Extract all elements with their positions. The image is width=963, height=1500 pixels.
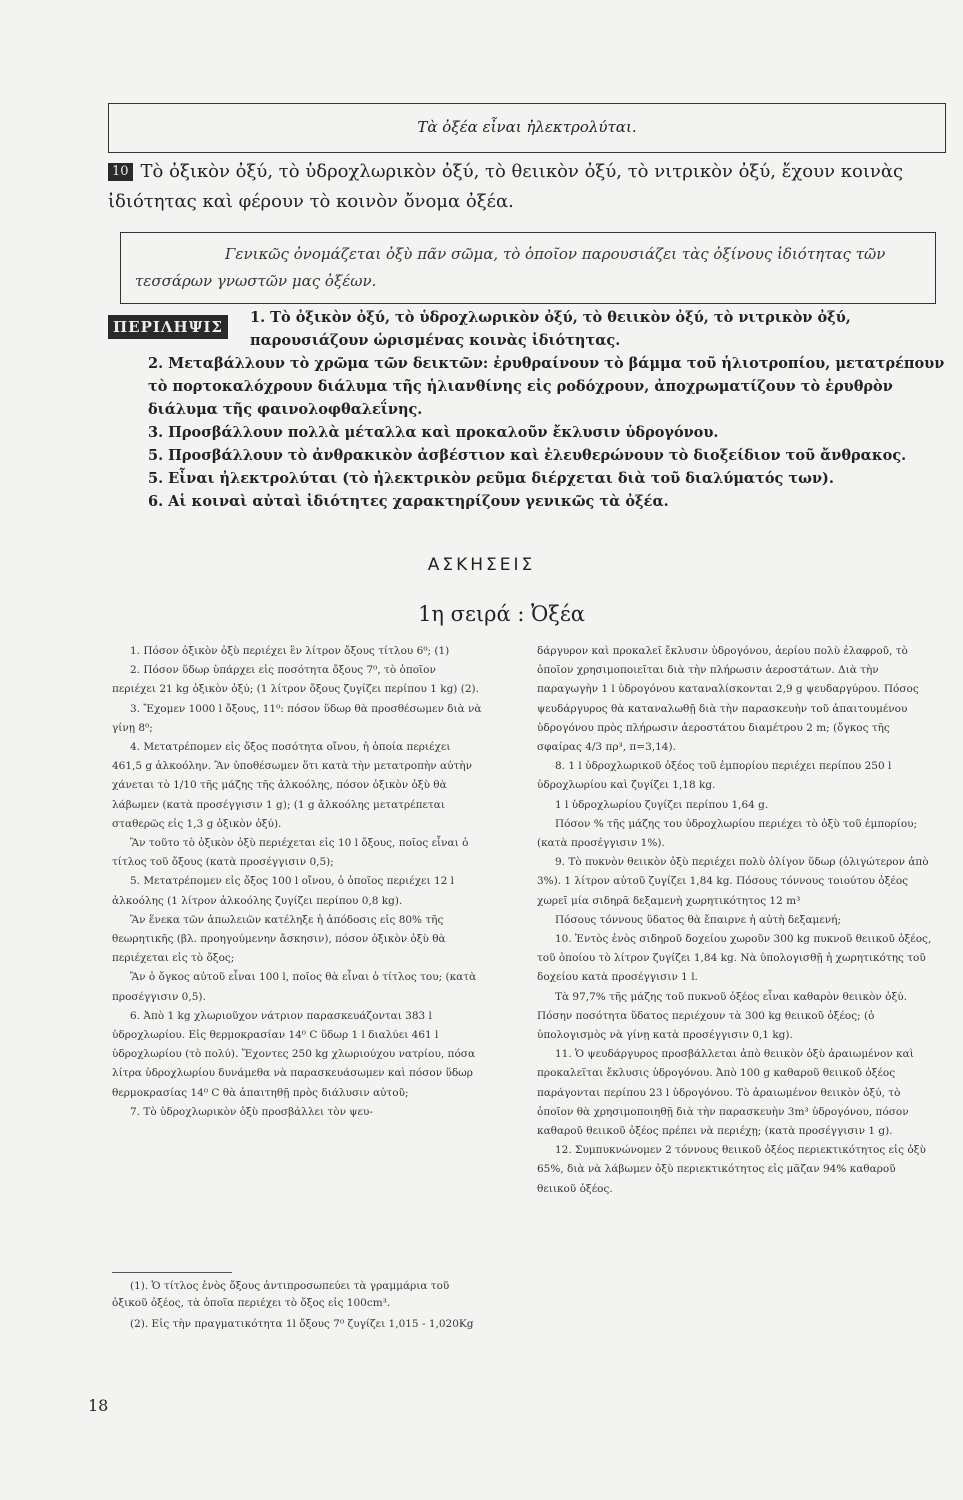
intro-box xyxy=(108,103,946,153)
page-number: 18 xyxy=(88,1396,109,1415)
right-column xyxy=(537,642,932,1199)
exercise-paragraph: 8. 1 l ὑδροχλωρικοῦ ὀξέος τοῦ ἐμπορίου περιέχει περίπου 250 l ὑδροχλωρίου καὶ ζυγίζει 1,18 kg. xyxy=(537,760,892,792)
summary xyxy=(108,306,948,513)
exercise-paragraph: Τὰ 97,7% τῆς μάζης τοῦ πυκνοῦ ὀξέος εἶναι καθαρὸν θειικὸν ὀξύ. Πόσην ποσότητα ὕδατος περιέχουν τὰ 300 kg θειικοῦ ὀξέος; (ὁ ὑπολογισμὸς νὰ γίνῃ κατὰ προσέγγισιν 0,1 kg). xyxy=(537,990,907,1042)
definition-text: Γενικῶς ὀνομάζεται ὀξὺ πᾶν σῶμα, τὸ ὁποῖον παρουσιάζει τὰς ὀξίνους ἰδιότητας τῶν τεσσάρων γνωστῶν μας ὀξέων. xyxy=(135,245,886,290)
summary-item: 3. Προσβάλλουν πολλὰ μέταλλα καὶ προκαλοῦν ἔκλυσιν ὑδρογόνου. xyxy=(148,424,719,441)
exercise-paragraph: 12. Συμπυκνώνομεν 2 τόννους θειικοῦ ὀξέος περιεκτικότητος εἰς ὀξὺ 65%, διὰ νὰ λάβωμεν ὀξὺ περιεκτικότητος εἰς μᾶζαν 94% καθαροῦ θειικοῦ ὀξέος. xyxy=(537,1144,926,1195)
paragraph-number: 10 xyxy=(108,163,133,181)
left-column xyxy=(112,642,482,1122)
summary-label: ΠΕΡΙΛΗΨΙΣ xyxy=(108,315,228,339)
summary-item: 5. Εἶναι ἠλεκτρολύται (τὸ ἠλεκτρικὸν ρεῦμα διέρχεται διὰ τοῦ διαλύματός των). xyxy=(148,470,834,487)
exercise-paragraph: Πόσους τόννους ὕδατος θὰ ἔπαιρνε ἡ αὐτὴ δεξαμενή; xyxy=(555,913,842,926)
paragraph-10 xyxy=(108,157,953,217)
exercise-paragraph: 4. Μετατρέπομεν εἰς ὄξος ποσότητα οἴνου, ἡ ὁποία περιέχει 461,5 g ἀλκοόλην. Ἂν ὑποθέσωμεν ὅτι κατὰ τὴν μετατροπὴν αὐτὴν χάνεται τὸ 1/10 τῆς μάζης τῆς ἀλκοόλης, πόσον ὀξικὸν ὀξὺ θὰ λάβωμεν (κατὰ προσέγγισιν 1 g); (1 g ἀλκοόλης μετατρέπεται σταθερῶς εἰς 1,3 g ὀξικὸν ὀξύ). xyxy=(112,741,472,830)
exercise-paragraph: 5. Μετατρέπομεν εἰς ὄξος 100 l οἴνου, ὁ ὁποῖος περιέχει 12 l ἀλκοόλης (1 λίτρον ἀλκοόλης ζυγίζει περίπου 0,8 kg). xyxy=(112,875,455,907)
paragraph-text: Τὸ ὀξικὸν ὀξύ, τὸ ὑδροχλωρικὸν ὀξύ, τὸ θειικὸν ὀξύ, τὸ νιτρικὸν ὀξύ, ἔχουν κοινὰς ἰδιότητας καὶ φέρουν τὸ κοινὸν ὄνομα ὀξέα. xyxy=(108,161,904,212)
footnotes xyxy=(112,1278,482,1337)
exercise-paragraph: 11. Ὁ ψευδάργυρος προσβάλλεται ἀπὸ θειικὸν ὀξὺ ἀραιωμένον καὶ προκαλεῖται ἔκλυσις ὑδρογόνου. Ἀπὸ 100 g καθαροῦ θειικοῦ ὀξέος παράγονται περίπου 23 l ὑδρογόνου. Τὸ ἀραιωμένον θειικὸν ὀξύ, τὸ ὁποῖον θὰ χρησιμοποιηθῇ διὰ τὴν παρασκευὴν 3m³ ὑδρογόνου, πόσον καθαροῦ θειικοῦ ὀξέος πρέπει νὰ περιέχῃ; (κατὰ προσέγγισιν 1 g). xyxy=(537,1048,914,1138)
footnote-rule xyxy=(112,1272,232,1273)
definition-box xyxy=(120,232,936,304)
exercise-paragraph: 1 l ὑδροχλωρίου ζυγίζει περίπου 1,64 g. xyxy=(555,798,769,811)
exercise-paragraph: 2. Πόσον ὕδωρ ὑπάρχει εἰς ποσότητα ὄξους 7⁰, τὸ ὁποῖον περιέχει 21 kg ὀξικὸν ὀξύ; (1 λίτρον ὄξους ζυγίζει περίπου 1 kg) (2). xyxy=(112,664,479,696)
exercise-paragraph: Ἂν ὁ ὄγκος αὐτοῦ εἶναι 100 l, ποῖος θὰ εἶναι ὁ τίτλος του; (κατὰ προσέγγισιν 0,5). xyxy=(112,971,477,1003)
exercise-paragraph: δάργυρον καὶ προκαλεῖ ἔκλυσιν ὑδρογόνου, ἀερίου πολὺ ἐλαφροῦ, τὸ ὁποῖον χρησιμοποιεῖται διὰ τὴν πλήρωσιν ἀεροστάτων. Διὰ τὴν παραγωγὴν 1 l ὑδρογόνου καταναλίσκονται 2,9 g ψευδαργύρου. Πόσος ψευδάργυρος θὰ καταναλωθῇ διὰ τὴν παρασκευὴν τοῦ ἀπαιτουμένου ὑδρογόνου πρὸς πλήρωσιν ἀεροστάτου διαμέτρου 2 m; (ὄγκος τῆς σφαίρας 4/3 πρ³, π=3,14). xyxy=(537,645,919,754)
exercise-paragraph: 7. Τὸ ὑδροχλωρικὸν ὀξὺ προσβάλλει τὸν ψευ- xyxy=(130,1105,373,1118)
exercise-paragraph: Ἂν ἕνεκα τῶν ἀπωλειῶν κατέληξε ἡ ἀπόδοσις εἰς 80% τῆς θεωρητικῆς (βλ. προηγούμενην ἄσκησιν), πόσον ὀξικὸν ὀξὺ θὰ περιέχεται εἰς τὸ ὄξος; xyxy=(112,913,446,965)
summary-item: 2. Μεταβάλλουν τὸ χρῶμα τῶν δεικτῶν: ἐρυθραίνουν τὸ βάμμα τοῦ ἡλιοτροπίου, μετατρέπουν τὸ πορτοκαλόχρουν διάλυμα τῆς ἡλιανθίνης εἰς ροδόχρουν, ἀποχρωματίζουν τὸ ἐρυθρὸν διάλυμα τῆς φαινολοφθαλεΐνης. xyxy=(148,355,945,418)
exercise-paragraph: 6. Ἀπὸ 1 kg χλωριοῦχον νάτριον παρασκευάζονται 383 l ὑδροχλωρίου. Εἰς θερμοκρασίαν 14⁰ C ὕδωρ 1 l διαλύει 461 l ὑδροχλωρίου (τὸ πολύ). Ἔχοντες 250 kg χλωριούχου νατρίου, πόσα λίτρα ὑδροχλωρίου δυνάμεθα νὰ παρασκευάσωμεν καὶ πόσον ὕδωρ θερμοκρασίας 14⁰ C θὰ ἀπαιτηθῇ πρὸς διάλυσιν αὐτοῦ; xyxy=(112,1009,476,1099)
exercise-paragraph: Πόσον % τῆς μάζης του ὑδροχλωρίου περιέχει τὸ ὀξὺ τοῦ ἐμπορίου; (κατὰ προσέγγισιν 1%). xyxy=(537,817,918,850)
exercise-paragraph: 9. Τὸ πυκνὸν θειικὸν ὀξὺ περιέχει πολὺ ὀλίγον ὕδωρ (ὀλιγώτερον ἀπὸ 3%). 1 λίτρον αὐτοῦ ζυγίζει 1,84 kg. Πόσους τόννους τοιούτου ὀξέος χωρεῖ μία σιδηρᾶ δεξαμενὴ χωρητικότητος 12 m³ xyxy=(537,856,929,907)
intro-text: Τὰ ὀξέα εἶναι ἠλεκτρολύται. xyxy=(417,118,637,136)
summary-item: 6. Αἱ κοιναὶ αὐταὶ ἰδιότητες χαρακτηρίζουν γενικῶς τὰ ὀξέα. xyxy=(148,493,669,510)
exercises-heading: ΑΣΚΗΣΕΙΣ xyxy=(427,555,536,575)
series-title: 1η σειρά : Ὀξέα xyxy=(418,602,585,626)
exercise-paragraph: 10. Ἐντὸς ἑνὸς σιδηροῦ δοχείου χωροῦν 300 kg πυκνοῦ θειικοῦ ὀξέος, τοῦ ὁποίου τὸ λίτρον ζυγίζει 1,84 kg. Νὰ ὑπολογισθῇ ἡ χωρητικότης τοῦ δοχείου κατὰ προσέγγισιν 1 l. xyxy=(537,933,932,984)
exercise-paragraph: 1. Πόσον ὀξικὸν ὀξὺ περιέχει ἓν λίτρον ὄξους τίτλου 6⁰; (1) xyxy=(130,645,450,657)
exercise-paragraph: 3. Ἔχομεν 1000 l ὄξους, 11⁰: πόσον ὕδωρ θὰ προσθέσωμεν διὰ νὰ γίνῃ 8⁰; xyxy=(112,702,482,734)
exercise-paragraph: Ἂν τοῦτο τὸ ὀξικὸν ὀξὺ περιέχεται εἰς 10 l ὄξους, ποῖος εἶναι ὁ τίτλος τοῦ ὄξους (κατὰ προσέγγισιν 0,5); xyxy=(112,837,469,869)
footnote: (2). Εἰς τὴν πραγματικότητα 1l ὄξους 7⁰ ζυγίζει 1,015 - 1,020Kg xyxy=(130,1318,474,1330)
summary-item: 1. Τὸ ὀξικὸν ὀξύ, τὸ ὑδροχλωρικὸν ὀξύ, τὸ θειικὸν ὀξύ, τὸ νιτρικὸν ὀξύ, παρουσιάζουν ὡρισμένας κοινὰς ἰδιότητας. xyxy=(250,309,851,349)
summary-item: 5. Προσβάλλουν τὸ ἀνθρακικὸν ἀσβέστιον καὶ ἐλευθερώνουν τὸ διοξείδιον τοῦ ἄνθρακος. xyxy=(148,447,907,464)
footnote: (1). Ὁ τίτλος ἑνὸς ὄξους ἀντιπροσωπεύει τὰ γραμμάρια τοῦ ὀξικοῦ ὀξέος, τὰ ὁποῖα περιέχει τὸ ὄξος εἰς 100cm³. xyxy=(112,1280,450,1309)
